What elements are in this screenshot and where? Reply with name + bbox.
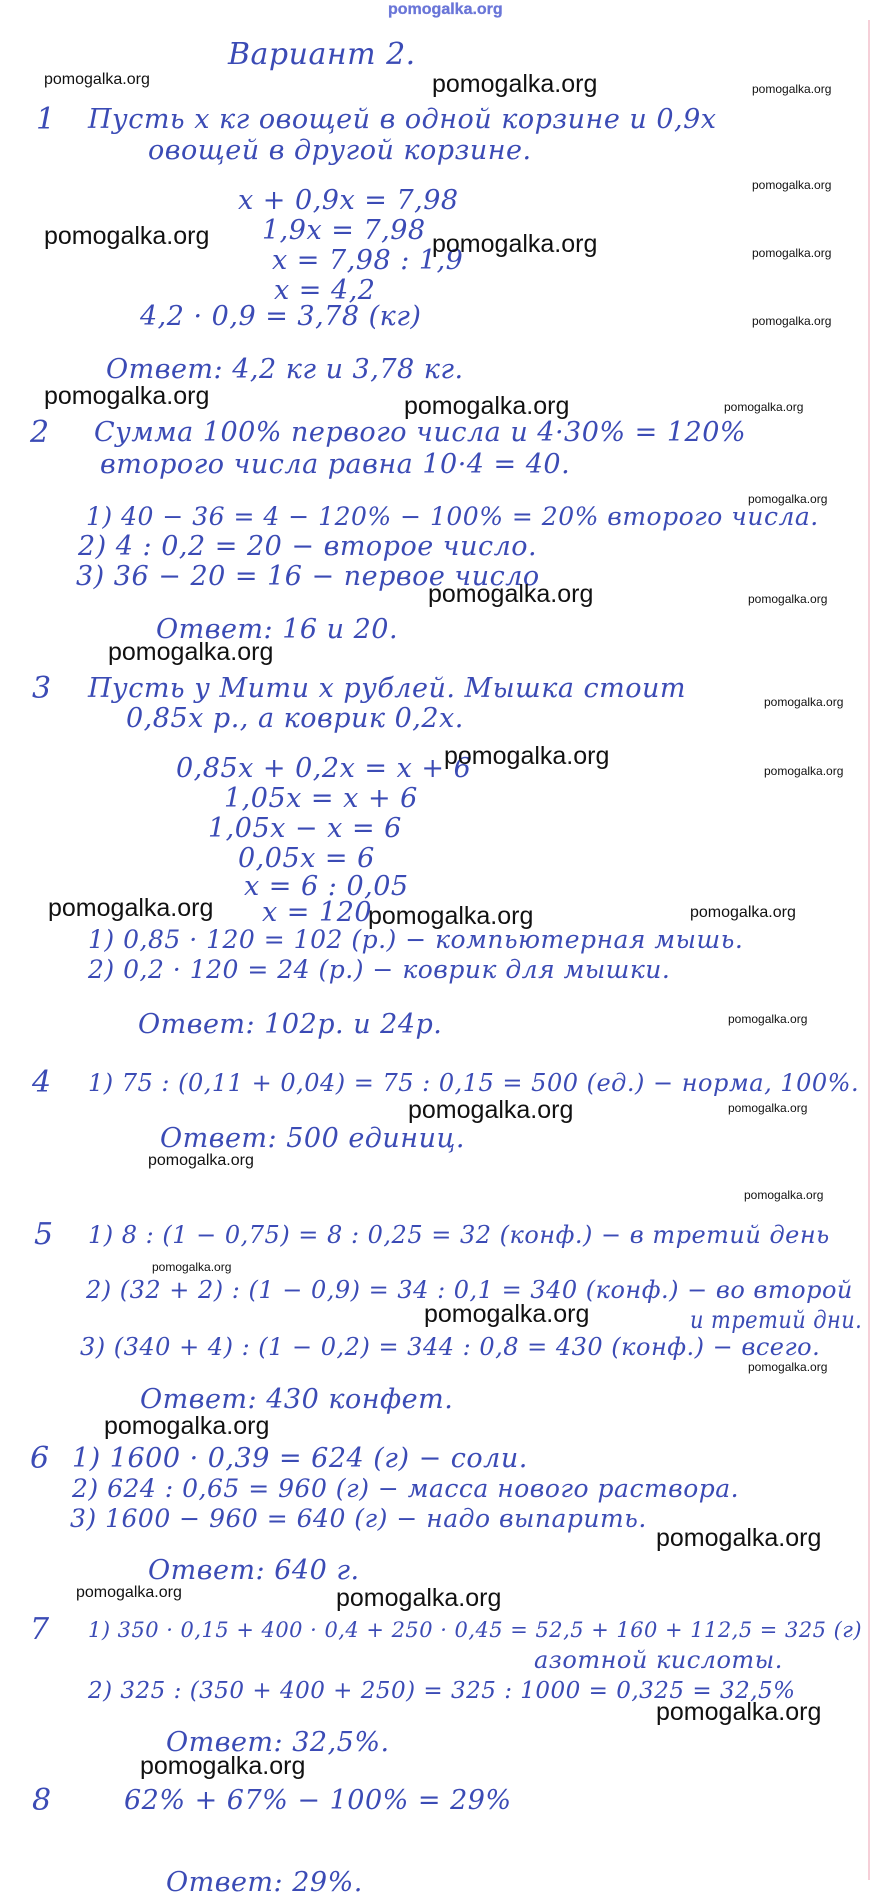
watermark: pomogalka.org bbox=[728, 1012, 808, 1026]
watermark: pomogalka.org bbox=[748, 592, 828, 606]
watermark: pomogalka.org bbox=[764, 695, 844, 709]
problem-2-line-2: второго числа равна 10·4 = 40. bbox=[100, 449, 571, 480]
problem-3-line-1: Пусть у Мити х рублей. Мышка стоит bbox=[88, 673, 687, 704]
watermark: pomogalka.org bbox=[744, 1188, 824, 1202]
watermark: pomogalka.org bbox=[408, 1096, 574, 1124]
problem-number-6: 6 bbox=[30, 1441, 50, 1476]
watermark: pomogalka.org bbox=[44, 71, 150, 88]
problem-5-line-3: и третий дни. bbox=[690, 1306, 863, 1334]
problem-number-5: 5 bbox=[34, 1217, 54, 1252]
watermark: pomogalka.org bbox=[76, 1584, 182, 1601]
watermark: pomogalka.org bbox=[748, 1360, 828, 1374]
problem-1-line-7: 4,2 · 0,9 = 3,78 (кг) bbox=[140, 301, 422, 332]
problem-7-line-3: 2) 325 : (350 + 400 + 250) = 325 : 1000 = 0,325 = 32,5% bbox=[88, 1678, 796, 1704]
watermark-top: pomogalka.org bbox=[388, 1, 503, 18]
problem-number-1: 1 bbox=[36, 102, 56, 137]
problem-6-line-2: 2) 624 : 0,65 = 960 (г) − масса нового раствора. bbox=[72, 1474, 740, 1503]
watermark: pomogalka.org bbox=[424, 1300, 590, 1328]
watermark: pomogalka.org bbox=[656, 1698, 822, 1726]
problem-1-line-3: х + 0,9х = 7,98 bbox=[238, 185, 459, 216]
problem-7-line-2: азотной кислоты. bbox=[534, 1646, 783, 1674]
watermark: pomogalka.org bbox=[752, 82, 832, 96]
problem-5-answer: Ответ: 430 конфет. bbox=[140, 1384, 454, 1415]
watermark: pomogalka.org bbox=[44, 382, 210, 410]
problem-6-line-3: 3) 1600 − 960 = 640 (г) − надо выпарить. bbox=[70, 1504, 647, 1533]
problem-3-answer: Ответ: 102р. и 24р. bbox=[138, 1009, 443, 1040]
watermark: pomogalka.org bbox=[48, 894, 214, 922]
variant-title: Вариант 2. bbox=[228, 37, 416, 72]
watermark: pomogalka.org bbox=[724, 400, 804, 414]
watermark: pomogalka.org bbox=[764, 764, 844, 778]
problem-5-line-1: 1) 8 : (1 − 0,75) = 8 : 0,25 = 32 (конф.) − в третий день bbox=[88, 1221, 830, 1249]
problem-1-answer: Ответ: 4,2 кг и 3,78 кг. bbox=[106, 354, 464, 385]
problem-2-line-1: Сумма 100% первого числа и 4·30% = 120% bbox=[94, 417, 747, 448]
problem-number-3: 3 bbox=[32, 671, 52, 706]
problem-7-line-1: 1) 350 · 0,15 + 400 · 0,4 + 250 · 0,45 = 52,5 + 160 + 112,5 = 325 (г) bbox=[88, 1618, 863, 1642]
problem-7-answer: Ответ: 32,5%. bbox=[166, 1727, 390, 1758]
problem-2-answer: Ответ: 16 и 20. bbox=[156, 614, 399, 645]
watermark: pomogalka.org bbox=[690, 904, 796, 921]
watermark: pomogalka.org bbox=[752, 246, 832, 260]
problem-3-line-7: х = 6 : 0,05 bbox=[244, 871, 409, 902]
problem-3-line-10: 2) 0,2 · 120 = 24 (р.) − коврик для мышки. bbox=[88, 955, 671, 984]
problem-8-answer: Ответ: 29%. bbox=[166, 1867, 363, 1898]
problem-3-line-6: 0,05х = 6 bbox=[238, 843, 375, 874]
problem-1-line-1: Пусть х кг овощей в одной корзине и 0,9х bbox=[88, 104, 717, 135]
problem-4-answer: Ответ: 500 единиц. bbox=[160, 1123, 465, 1154]
watermark: pomogalka.org bbox=[728, 1101, 808, 1115]
problem-2-line-3: 1) 40 − 36 = 4 − 120% − 100% = 20% второго числа. bbox=[86, 502, 819, 531]
problem-5-line-4: 3) (340 + 4) : (1 − 0,2) = 344 : 0,8 = 430 (конф.) − всего. bbox=[80, 1333, 821, 1361]
problem-2-line-5: 3) 36 − 20 = 16 − первое число bbox=[76, 561, 540, 592]
watermark: pomogalka.org bbox=[752, 314, 832, 328]
problem-3-line-3: 0,85х + 0,2х = х + 6 bbox=[176, 753, 472, 784]
problem-3-line-5: 1,05х − х = 6 bbox=[208, 813, 402, 844]
problem-6-answer: Ответ: 640 г. bbox=[148, 1555, 360, 1586]
problem-5-line-2: 2) (32 + 2) : (1 − 0,9) = 34 : 0,1 = 340 (конф.) − во второй bbox=[86, 1276, 853, 1304]
problem-1-line-5: х = 7,98 : 1,9 bbox=[272, 245, 464, 276]
problem-number-2: 2 bbox=[30, 415, 50, 450]
watermark: pomogalka.org bbox=[148, 1152, 254, 1169]
problem-1-line-6: х = 4,2 bbox=[274, 275, 376, 306]
watermark: pomogalka.org bbox=[44, 222, 210, 250]
problem-number-4: 4 bbox=[32, 1065, 52, 1100]
watermark: pomogalka.org bbox=[428, 580, 594, 608]
watermark: pomogalka.org bbox=[140, 1752, 306, 1780]
problem-6-line-1: 1) 1600 · 0,39 = 624 (г) − соли. bbox=[72, 1443, 528, 1474]
watermark: pomogalka.org bbox=[368, 902, 534, 930]
watermark: pomogalka.org bbox=[656, 1524, 822, 1552]
watermark: pomogalka.org bbox=[752, 178, 832, 192]
watermark: pomogalka.org bbox=[748, 492, 828, 506]
problem-number-8: 8 bbox=[32, 1783, 52, 1818]
problem-3-line-4: 1,05х = х + 6 bbox=[224, 783, 418, 814]
watermark: pomogalka.org bbox=[104, 1412, 270, 1440]
watermark: pomogalka.org bbox=[152, 1260, 232, 1274]
problem-3-line-8: х = 120 bbox=[262, 897, 373, 928]
watermark: pomogalka.org bbox=[336, 1584, 502, 1612]
watermark: pomogalka.org bbox=[108, 638, 274, 666]
problem-1-line-4: 1,9х = 7,98 bbox=[262, 215, 426, 246]
problem-3-line-9: 1) 0,85 · 120 = 102 (р.) − компьютерная мышь. bbox=[88, 925, 744, 954]
watermark: pomogalka.org bbox=[432, 230, 598, 258]
watermark: pomogalka.org bbox=[432, 70, 598, 98]
problem-8-line-1: 62% + 67% − 100% = 29% bbox=[124, 1785, 512, 1816]
watermark: pomogalka.org bbox=[444, 742, 610, 770]
problem-4-line-1: 1) 75 : (0,11 + 0,04) = 75 : 0,15 = 500 (ед.) − норма, 100%. bbox=[88, 1069, 860, 1097]
problem-number-7: 7 bbox=[30, 1612, 50, 1647]
problem-2-line-4: 2) 4 : 0,2 = 20 − второе число. bbox=[78, 531, 538, 562]
problem-3-line-2: 0,85х р., а коврик 0,2х. bbox=[126, 703, 464, 734]
watermark: pomogalka.org bbox=[404, 392, 570, 420]
problem-1-line-2: овощей в другой корзине. bbox=[148, 135, 532, 166]
margin-line bbox=[868, 20, 870, 1880]
